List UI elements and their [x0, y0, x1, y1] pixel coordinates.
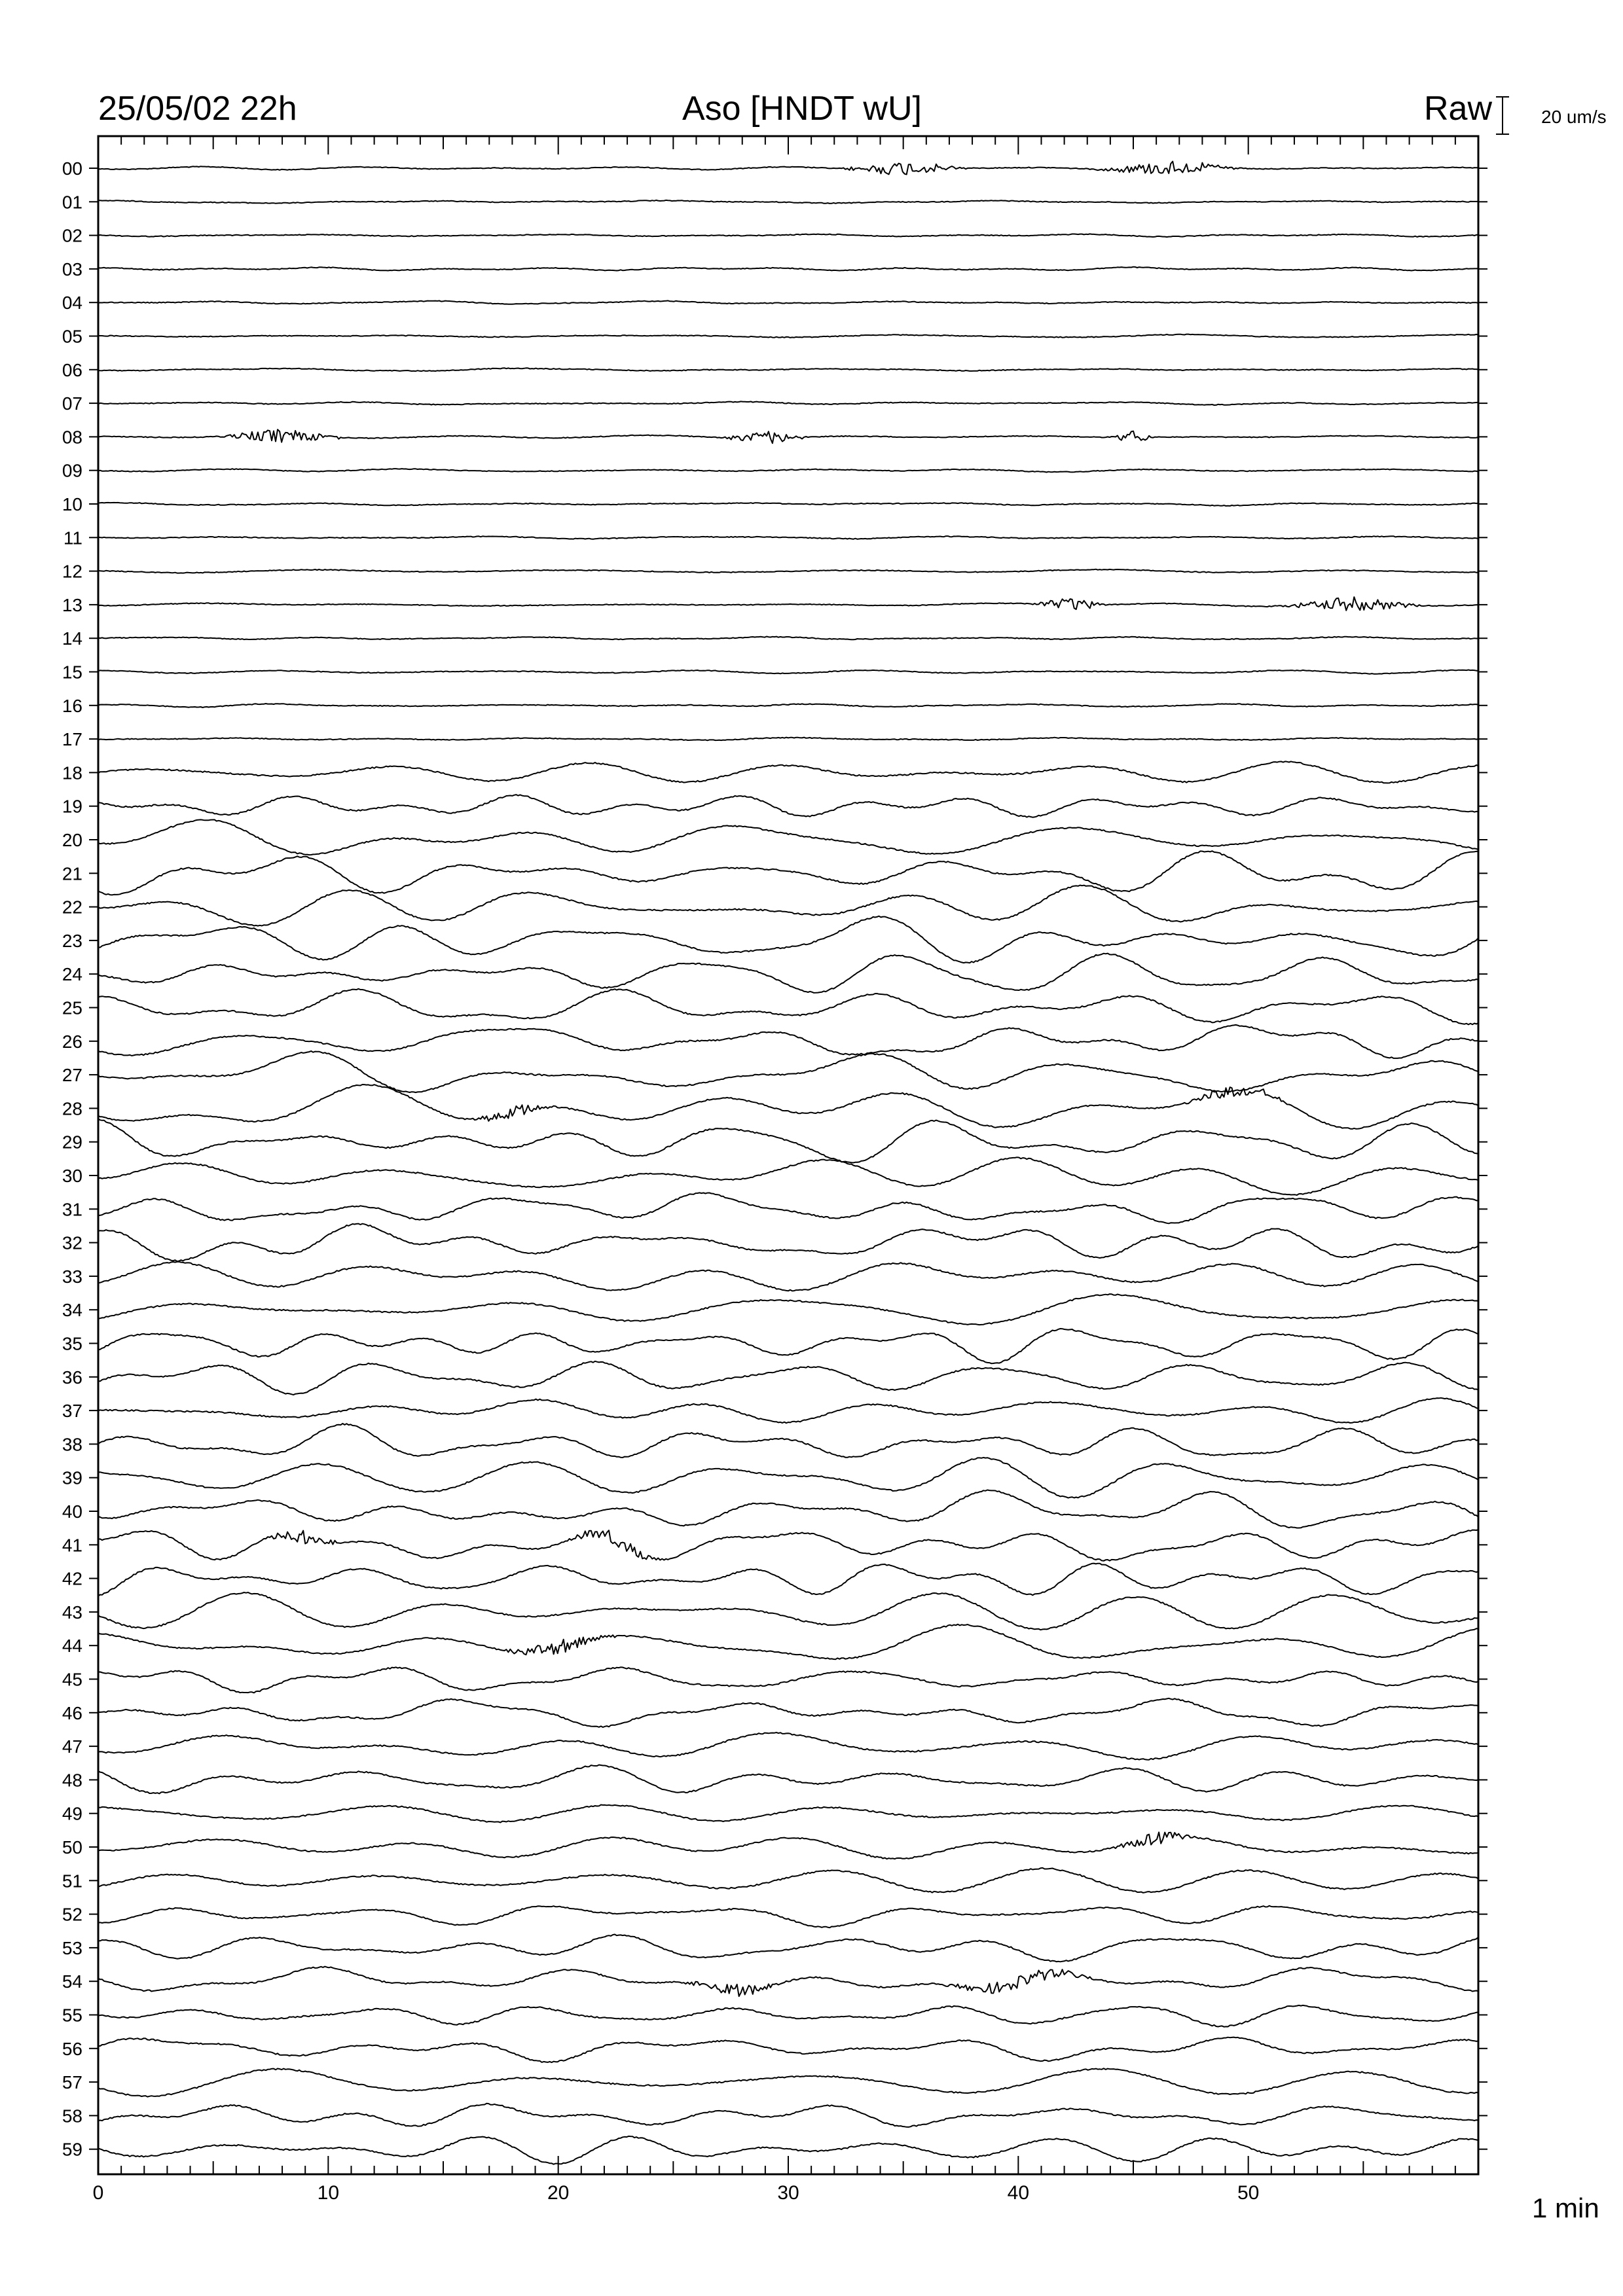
row-label: 16 [62, 695, 82, 716]
row-label: 54 [62, 1971, 82, 1992]
trace-line [98, 200, 1478, 204]
row-label: 40 [62, 1501, 82, 1522]
row-label: 49 [62, 1803, 82, 1824]
x-axis-unit-label: 1 min [1532, 2193, 1599, 2223]
row-label: 22 [62, 897, 82, 918]
row-label: 38 [62, 1434, 82, 1455]
trace-line [98, 637, 1478, 640]
row-label: 12 [62, 561, 82, 582]
row-label: 00 [62, 158, 82, 179]
scale-label: 20 um/s [1541, 107, 1607, 127]
row-label: 53 [62, 1937, 82, 1958]
trace-line [98, 569, 1478, 573]
header-date: 25/05/02 22h [98, 90, 297, 128]
trace-line [98, 1906, 1478, 1928]
trace-line [98, 1935, 1478, 1962]
row-label: 17 [62, 729, 82, 750]
trace-line [98, 1119, 1478, 1162]
row-label: 07 [62, 393, 82, 414]
scale-bar [1496, 97, 1509, 134]
x-tick-label: 0 [92, 2182, 104, 2204]
row-label: 26 [62, 1031, 82, 1052]
x-tick-label: 50 [1237, 2182, 1260, 2204]
x-tick-label: 10 [317, 2182, 340, 2204]
trace-line [98, 1868, 1478, 1893]
trace-line [98, 886, 1478, 926]
trace-line [98, 1530, 1478, 1561]
row-label: 01 [62, 192, 82, 213]
row-label: 37 [62, 1401, 82, 1422]
trace-line [98, 851, 1478, 895]
row-label: 29 [62, 1132, 82, 1153]
plot-axes [89, 136, 1487, 2174]
row-label: 11 [63, 528, 82, 548]
trace-line [98, 1967, 1478, 1997]
trace-line [98, 1193, 1478, 1223]
row-labels [62, 158, 82, 2160]
row-label: 08 [62, 427, 82, 448]
row-label: 34 [62, 1300, 82, 1321]
row-label: 27 [62, 1065, 82, 1086]
trace-line [98, 795, 1478, 817]
trace-line [98, 819, 1478, 855]
trace-line [98, 2104, 1478, 2127]
trace-line [98, 368, 1478, 371]
trace-line [98, 1224, 1478, 1262]
row-label: 56 [62, 2038, 82, 2059]
row-label: 31 [62, 1199, 82, 1220]
row-label: 58 [62, 2106, 82, 2126]
header-title: Aso [HNDT wU] [682, 90, 922, 128]
row-label: 33 [62, 1266, 82, 1287]
row-label: 48 [62, 1770, 82, 1791]
row-label: 47 [62, 1736, 82, 1757]
row-label: 30 [62, 1166, 82, 1186]
row-label: 46 [62, 1702, 82, 1723]
x-tick-label: 40 [1007, 2182, 1030, 2204]
trace-line [98, 1592, 1478, 1630]
trace-line [98, 1490, 1478, 1528]
trace-line [98, 1732, 1478, 1760]
row-label: 09 [62, 460, 82, 481]
trace-line [98, 1805, 1478, 1823]
trace-line [98, 267, 1478, 271]
x-tick-label: 30 [777, 2182, 799, 2204]
row-label: 06 [62, 359, 82, 380]
trace-line [98, 1361, 1478, 1395]
row-label: 55 [62, 2005, 82, 2026]
row-label: 13 [62, 594, 82, 615]
row-label: 25 [62, 997, 82, 1018]
trace-line [98, 916, 1478, 963]
trace-line [98, 1424, 1478, 1458]
trace-line [98, 2005, 1478, 2027]
row-label: 05 [62, 326, 82, 347]
row-label: 21 [62, 863, 82, 884]
row-label: 10 [62, 494, 82, 514]
trace-line [98, 1667, 1478, 1693]
trace-line [98, 429, 1478, 443]
row-label: 57 [62, 2072, 82, 2093]
trace-line [98, 989, 1478, 1025]
trace-line [98, 738, 1478, 741]
trace-line [98, 1698, 1478, 1727]
trace-line [98, 1458, 1478, 1498]
trace-line [98, 469, 1478, 472]
row-label: 02 [62, 225, 82, 246]
row-label: 44 [62, 1636, 82, 1657]
row-label: 23 [62, 930, 82, 951]
row-label: 52 [62, 1904, 82, 1925]
trace-line [98, 597, 1478, 611]
trace-line [98, 1329, 1478, 1363]
trace-line [98, 536, 1478, 539]
x-tick-labels [93, 2182, 1260, 2204]
row-label: 03 [62, 259, 82, 279]
trace-line [98, 1765, 1478, 1794]
row-label: 14 [62, 628, 82, 649]
row-label: 35 [62, 1333, 82, 1354]
row-label: 41 [62, 1535, 82, 1556]
trace-line [98, 401, 1478, 405]
row-label: 32 [62, 1232, 82, 1253]
row-label: 18 [62, 762, 82, 783]
trace-line [98, 954, 1478, 993]
trace-line [98, 162, 1478, 175]
trace-line [98, 503, 1478, 506]
trace-line [98, 1832, 1478, 1859]
trace-line [98, 2037, 1478, 2063]
trace-line [98, 234, 1478, 237]
row-label: 42 [62, 1568, 82, 1589]
row-label: 04 [62, 293, 82, 314]
row-label: 36 [62, 1367, 82, 1388]
trace-line [98, 1262, 1478, 1291]
row-label: 51 [62, 1871, 82, 1892]
plot-frame [98, 136, 1478, 2174]
row-label: 28 [62, 1098, 82, 1119]
trace-line [98, 1294, 1478, 1325]
row-label: 15 [62, 662, 82, 683]
trace-line [98, 704, 1478, 708]
trace-line [98, 300, 1478, 304]
trace-line [98, 1051, 1478, 1092]
trace-line [98, 1085, 1478, 1129]
row-label: 43 [62, 1602, 82, 1623]
traces [98, 162, 1478, 2164]
row-label: 19 [62, 796, 82, 817]
row-label: 59 [62, 2139, 82, 2160]
row-label: 20 [62, 830, 82, 850]
x-tick-label: 20 [547, 2182, 570, 2204]
trace-line [98, 2068, 1478, 2096]
row-label: 45 [62, 1669, 82, 1690]
trace-line [98, 1157, 1478, 1195]
trace-line [98, 1398, 1478, 1423]
trace-line [98, 334, 1478, 338]
row-label: 24 [62, 964, 82, 985]
trace-line [98, 761, 1478, 783]
row-label: 39 [62, 1467, 82, 1488]
trace-line [98, 670, 1478, 674]
row-label: 50 [62, 1837, 82, 1857]
trace-line [98, 1564, 1478, 1596]
trace-line [98, 1624, 1478, 1660]
